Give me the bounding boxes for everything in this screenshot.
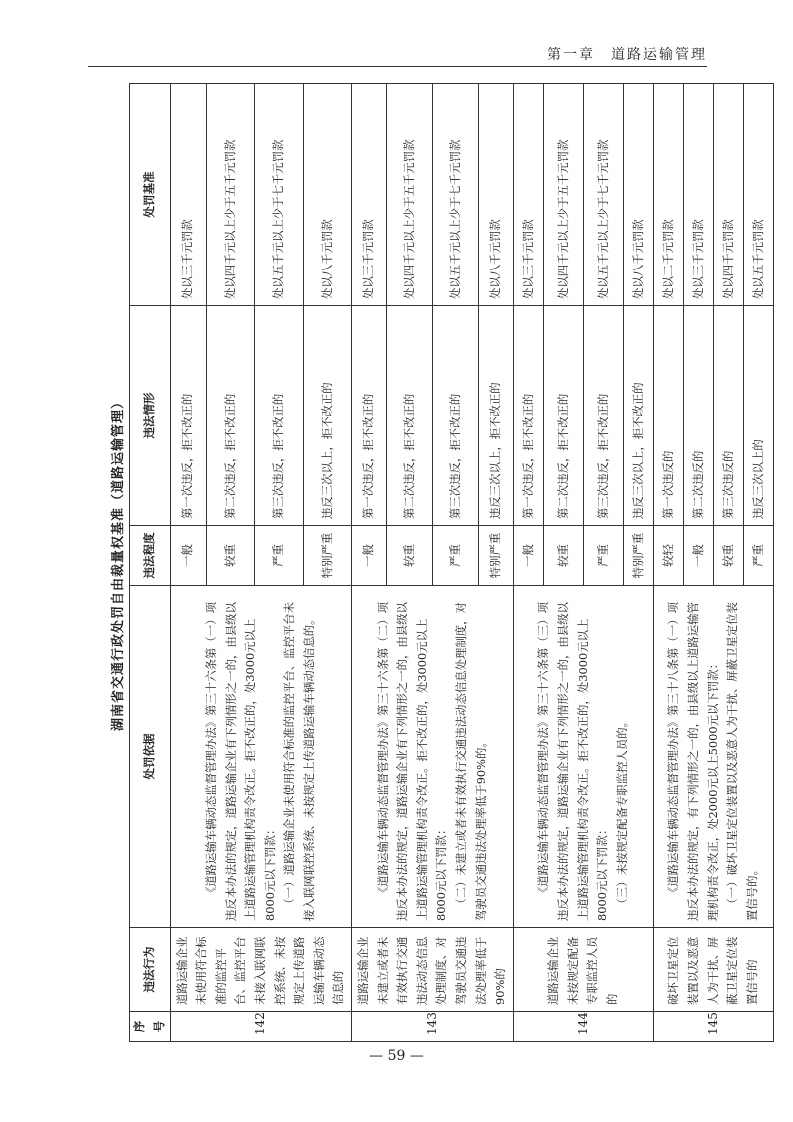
- basis-para: 《道路运输车辆动态监督管理办法》第三十六条第（二）项 违反本办法的规定，道路运输企业有下列情形之一的，由县级以上道路运输管理机构责令改正。拒不改正的，处3000元以上8000元以下罚款：: [375, 602, 449, 921]
- standard-cell: 处以四千元以上少于五千元罚款: [206, 84, 254, 306]
- standard-cell: 处以三千元罚款: [683, 84, 713, 306]
- standard-cell: 处以五千元罚款: [743, 84, 773, 306]
- standard-cell: 处以八千元罚款: [479, 84, 514, 306]
- standard-cell: 处以五千元以上少于七千元罚款: [583, 84, 623, 306]
- record-basis: [352, 586, 514, 928]
- col-header-degree: 违法程度: [130, 526, 171, 586]
- table-header-row: [130, 84, 171, 1042]
- header-rule: [88, 66, 707, 67]
- standard-cell: 处以四千元罚款: [713, 84, 743, 306]
- record-act: 道路运输企业未按规定配备专职监控人员的: [513, 928, 653, 1012]
- standard-cell: 处以四千元以上少于五千元罚款: [386, 84, 432, 306]
- situation-cell: 第三次违反，拒不改正的: [432, 306, 478, 526]
- record-seq: 145: [653, 1012, 773, 1042]
- table-row: [170, 84, 206, 1042]
- table-row: [352, 84, 387, 1042]
- standard-cell: 处以三千元罚款: [352, 84, 387, 306]
- standard-cell: 处以二千元罚款: [653, 84, 683, 306]
- situation-cell: 违反三次以上，拒不改正的: [303, 306, 351, 526]
- situation-cell: 第二次违反，拒不改正的: [386, 306, 432, 526]
- col-header-standard: 处罚基准: [130, 84, 171, 306]
- situation-cell: 第二次违反，拒不改正的: [543, 306, 583, 526]
- situation-cell: 第一次违反，拒不改正的: [352, 306, 387, 526]
- record-act: 道路运输企业未使用符合标准的监控平台、监控平台未接入联网联控系统、未按规定上传道路运输车辆动态信息的: [170, 928, 351, 1012]
- col-header-basis: 处罚依据: [130, 586, 171, 928]
- col-header-seq: 序号: [130, 1012, 171, 1042]
- standard-cell: 处以八千元罚款: [623, 84, 653, 306]
- table-title: 湖南省交通行政处罚自由裁量权基准（道路运输管理）: [111, 395, 126, 732]
- degree-cell: 一般: [683, 526, 713, 586]
- basis-para: 《道路运输车辆动态监督管理办法》第三十六条第（一）项 违反本办法的规定，道路运输企业有下列情形之一的，由县级以上道路运输管理机构责令改正。拒不改正的，处3000元以上8000元以下罚款：: [203, 602, 277, 921]
- rotated-table-page: [105, 84, 765, 1042]
- degree-cell: 一般: [170, 526, 206, 586]
- degree-cell: 一般: [513, 526, 543, 586]
- situation-cell: 第一次违反，拒不改正的: [513, 306, 543, 526]
- basis-item: （一）道路运输企业未使用符合标准的监控平台、监控平台未接入联网联控系统、未按规定上传道路运输车辆动态信息的。: [282, 602, 316, 921]
- degree-cell: 较重: [713, 526, 743, 586]
- table-row: [513, 84, 543, 1042]
- standard-cell: 处以三千元罚款: [170, 84, 206, 306]
- standard-cell: 处以八千元罚款: [303, 84, 351, 306]
- chapter-header: 第一章 道路运输管理: [547, 47, 707, 63]
- record-basis: [170, 586, 351, 928]
- standard-cell: 处以四千元以上少于五千元罚款: [543, 84, 583, 306]
- table-row: [653, 84, 683, 1042]
- degree-cell: 严重: [583, 526, 623, 586]
- degree-cell: 特别严重: [479, 526, 514, 586]
- situation-cell: 第三次违反，拒不改正的: [255, 306, 303, 526]
- basis-item: （三）未按规定配备专职监控人员的。: [614, 715, 629, 910]
- standard-cell: 处以五千元以上少于七千元罚款: [432, 84, 478, 306]
- situation-cell: 违反三次以上，拒不改正的: [623, 306, 653, 526]
- col-header-act: 违法行为: [130, 928, 171, 1012]
- degree-cell: 较重: [386, 526, 432, 586]
- situation-cell: 违反三次以上，拒不改正的: [479, 306, 514, 526]
- record-seq: 142: [170, 1012, 351, 1042]
- degree-cell: 严重: [743, 526, 773, 586]
- situation-cell: 第一次违反的: [653, 306, 683, 526]
- record-act: 破坏卫星定位装置以及恶意人为干扰、屏蔽卫星定位装置信号的: [653, 928, 773, 1012]
- basis-para: 《道路运输车辆动态监督管理办法》第三十六条第（三）项 违反本办法的规定，道路运输企业有下列情形之一的，由县级以上道路运输管理机构责令改正。拒不改正的，处3000元以上8000元以下罚款：: [536, 602, 610, 921]
- situation-cell: 第二次违反，拒不改正的: [206, 306, 254, 526]
- situation-cell: 第三次违反的: [713, 306, 743, 526]
- degree-cell: 较轻: [653, 526, 683, 586]
- situation-cell: 第一次违反，拒不改正的: [170, 306, 206, 526]
- degree-cell: 较重: [206, 526, 254, 586]
- record-seq: 143: [352, 1012, 514, 1042]
- col-header-situation: 违法情形: [130, 306, 171, 526]
- degree-cell: 严重: [432, 526, 478, 586]
- standard-cell: 处以五千元以上少于七千元罚款: [255, 84, 303, 306]
- degree-cell: 较重: [543, 526, 583, 586]
- page-number: — 59 —: [369, 1048, 424, 1064]
- degree-cell: 一般: [352, 526, 387, 586]
- penalty-standard-table: [129, 83, 774, 1042]
- basis-item: （一）破坏卫星定位装置以及恶意人为干扰、屏蔽卫星定位装置信号的。: [725, 602, 759, 921]
- basis-para: 《道路运输车辆动态监督管理办法》第三十八条第（一）项 违反本办法的规定，有下列情形之一的，由县级以上道路运输管理机构责令改正，处2000元以上5000元以下罚款：: [666, 602, 720, 921]
- situation-cell: 第二次违反的: [683, 306, 713, 526]
- record-basis: [653, 586, 773, 928]
- standard-cell: 处以三千元罚款: [513, 84, 543, 306]
- degree-cell: 特别严重: [623, 526, 653, 586]
- record-basis: [513, 586, 653, 928]
- degree-cell: 特别严重: [303, 526, 351, 586]
- record-act: 道路运输企业未建立或者未有效执行交通违法动态信息处理制度、对驾驶员交通违法处理率低于90%的: [352, 928, 514, 1012]
- record-seq: 144: [513, 1012, 653, 1042]
- degree-cell: 严重: [255, 526, 303, 586]
- basis-item: （二）未建立或者未有效执行交通违法动态信息处理制度，对驾驶员交通违法处理率低于90%的。: [454, 602, 488, 921]
- situation-cell: 违反三次以上的: [743, 306, 773, 526]
- situation-cell: 第三次违反，拒不改正的: [583, 306, 623, 526]
